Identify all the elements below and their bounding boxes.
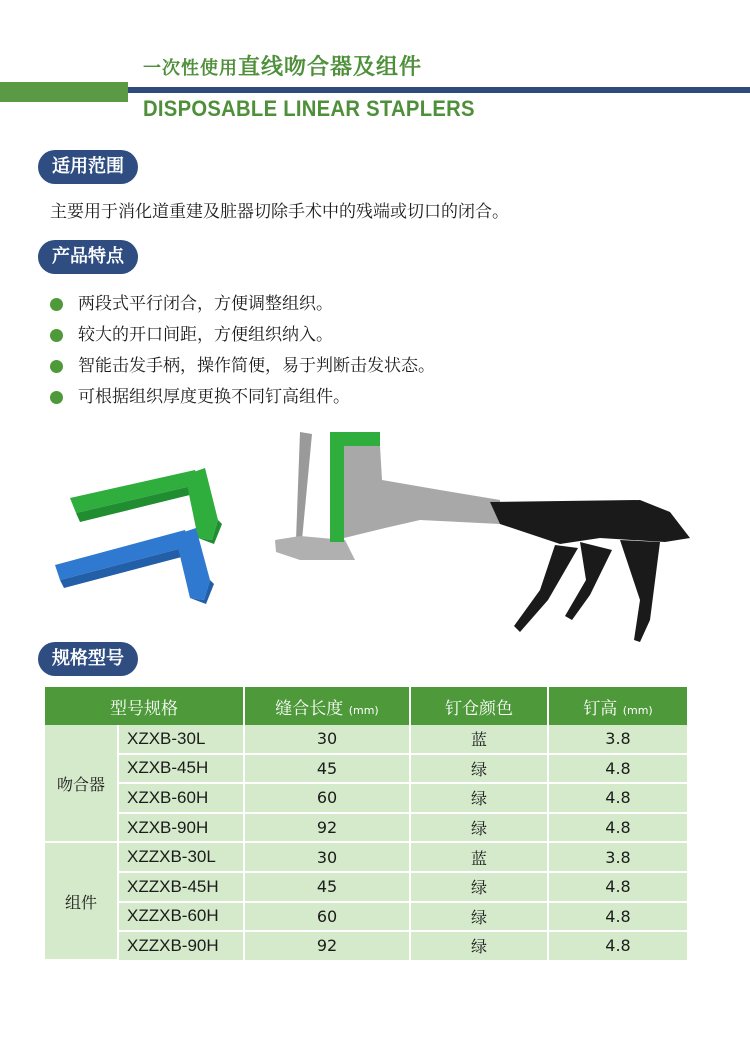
bullet-icon	[50, 391, 63, 404]
section-label-scope: 适用范围	[38, 150, 138, 184]
table-row	[45, 783, 687, 813]
title-prefix: 一次性使用	[143, 58, 238, 79]
page-title-en: DISPOSABLE LINEAR STAPLERS	[143, 96, 475, 121]
height-cell: 4.8	[548, 872, 687, 902]
header-color: 钉仓颜色	[410, 687, 548, 725]
color-cell: 绿	[410, 813, 548, 843]
feature-list	[50, 289, 435, 413]
feature-item: 较大的开口间距，方便组织纳入。	[50, 320, 435, 351]
table-row	[45, 902, 687, 932]
stapler-image	[275, 432, 690, 642]
length-cell: 45	[244, 754, 410, 784]
height-cell: 4.8	[548, 754, 687, 784]
green-cartridge-image	[70, 468, 222, 544]
height-cell: 4.8	[548, 902, 687, 932]
length-cell: 30	[244, 725, 410, 754]
table-row	[45, 931, 687, 960]
scope-text: 主要用于消化道重建及脏器切除手术中的残端或切口的闭合。	[50, 202, 509, 222]
header-length: 缝合长度 (mm)	[244, 687, 410, 725]
model-cell: XZZXB-45H	[118, 872, 244, 902]
table-row	[45, 725, 687, 754]
color-cell: 绿	[410, 902, 548, 932]
table-header-row	[45, 687, 687, 725]
page-title-cn	[143, 50, 422, 81]
table-row	[45, 872, 687, 902]
spec-table	[45, 687, 687, 961]
length-cell: 92	[244, 813, 410, 843]
bullet-icon	[50, 298, 63, 311]
length-cell: 60	[244, 783, 410, 813]
model-cell: XZXB-60H	[118, 783, 244, 813]
group-cell: 吻合器	[45, 725, 118, 842]
height-cell: 4.8	[548, 783, 687, 813]
table-row	[45, 842, 687, 872]
header-green-bar	[0, 82, 128, 102]
section-label-spec: 规格型号	[38, 642, 138, 676]
feature-item: 可根据组织厚度更换不同钉高组件。	[50, 382, 435, 413]
feature-item: 智能击发手柄，操作简便，易于判断击发状态。	[50, 351, 435, 382]
product-illustration	[0, 420, 750, 650]
title-main: 直线吻合器及组件	[238, 55, 423, 80]
table-row	[45, 754, 687, 784]
bullet-icon	[50, 360, 63, 373]
model-cell: XZZXB-30L	[118, 842, 244, 872]
color-cell: 绿	[410, 931, 548, 960]
length-cell: 60	[244, 902, 410, 932]
model-cell: XZXB-45H	[118, 754, 244, 784]
length-cell: 45	[244, 872, 410, 902]
model-cell: XZXB-90H	[118, 813, 244, 843]
color-cell: 绿	[410, 754, 548, 784]
feature-item: 两段式平行闭合，方便调整组织。	[50, 289, 435, 320]
group-cell: 组件	[45, 842, 118, 959]
bullet-icon	[50, 329, 63, 342]
header-model: 型号规格	[45, 687, 244, 725]
height-cell: 4.8	[548, 813, 687, 843]
color-cell: 蓝	[410, 725, 548, 754]
height-cell: 4.8	[548, 931, 687, 960]
color-cell: 蓝	[410, 842, 548, 872]
model-cell: XZZXB-60H	[118, 902, 244, 932]
color-cell: 绿	[410, 783, 548, 813]
model-cell: XZZXB-90H	[118, 931, 244, 960]
section-label-features: 产品特点	[38, 240, 138, 274]
header-blue-rule	[128, 87, 750, 93]
length-cell: 30	[244, 842, 410, 872]
length-cell: 92	[244, 931, 410, 960]
table-row	[45, 813, 687, 843]
color-cell: 绿	[410, 872, 548, 902]
header-height: 钉高 (mm)	[548, 687, 687, 725]
model-cell: XZXB-30L	[118, 725, 244, 754]
height-cell: 3.8	[548, 725, 687, 754]
blue-cartridge-image	[55, 528, 214, 604]
height-cell: 3.8	[548, 842, 687, 872]
